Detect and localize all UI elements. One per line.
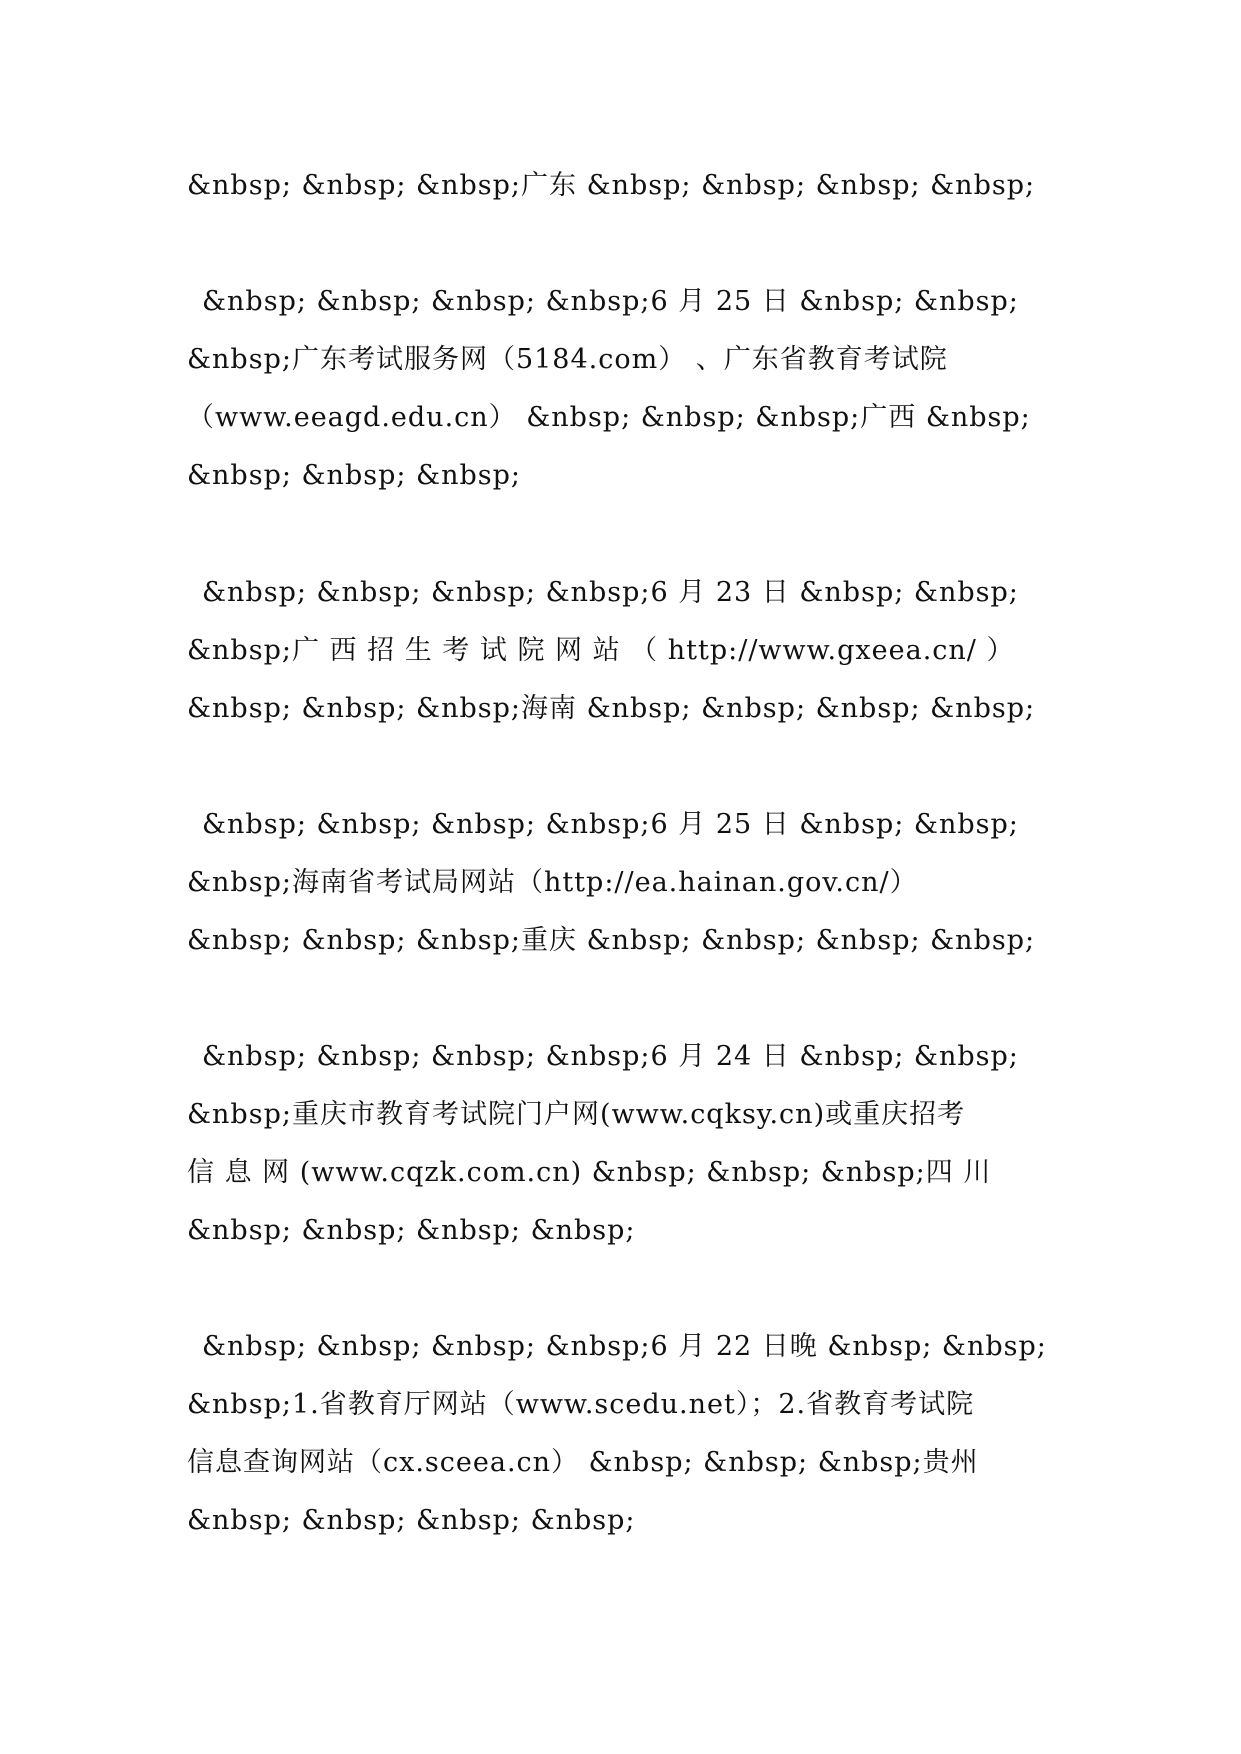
text-line: &nbsp;广东考试服务网（5184.com） 、广东省教育考试院 bbox=[187, 344, 948, 375]
text-line: &nbsp; &nbsp; &nbsp; &nbsp; bbox=[187, 1215, 636, 1246]
text-line: &nbsp;广 西 招 生 考 试 院 网 站 （ http://www.gxeea.cn/ ） bbox=[187, 635, 1015, 666]
text-line: &nbsp; &nbsp; &nbsp;广东 &nbsp; &nbsp; &nbsp; &nbsp; bbox=[187, 170, 1036, 201]
text-line: 信息查询网站（cx.sceea.cn） &nbsp; &nbsp; &nbsp;贵州 bbox=[187, 1447, 979, 1478]
text-line: &nbsp;海南省考试局网站（http://ea.hainan.gov.cn/） bbox=[187, 867, 918, 898]
text-line: &nbsp; &nbsp; &nbsp;重庆 &nbsp; &nbsp; &nbsp; &nbsp; bbox=[187, 925, 1036, 956]
text-line: &nbsp; &nbsp; &nbsp; &nbsp;6 月 23 日 &nbsp; &nbsp; bbox=[202, 577, 1019, 608]
text-line: &nbsp; &nbsp; &nbsp; &nbsp;6 月 24 日 &nbsp; &nbsp; bbox=[202, 1041, 1019, 1072]
text-line: 信 息 网 (www.cqzk.com.cn) &nbsp; &nbsp; &nbsp;四 川 bbox=[187, 1157, 992, 1188]
text-line: &nbsp; &nbsp; &nbsp; &nbsp; bbox=[187, 1505, 636, 1536]
text-line: （www.eeagd.edu.cn） &nbsp; &nbsp; &nbsp;广西 &nbsp; bbox=[187, 402, 1031, 433]
text-line: &nbsp; &nbsp; &nbsp; &nbsp;6 月 22 日晚 &nbsp; &nbsp; bbox=[202, 1331, 1047, 1362]
text-line: &nbsp; &nbsp; &nbsp; &nbsp;6 月 25 日 &nbsp; &nbsp; bbox=[202, 809, 1019, 840]
text-line: &nbsp;重庆市教育考试院门户网(www.cqksy.cn)或重庆招考 bbox=[187, 1099, 966, 1130]
text-line: &nbsp; &nbsp; &nbsp; &nbsp;6 月 25 日 &nbsp; &nbsp; bbox=[202, 286, 1019, 317]
text-line: &nbsp; &nbsp; &nbsp; bbox=[187, 460, 521, 491]
text-line: &nbsp; &nbsp; &nbsp;海南 &nbsp; &nbsp; &nbsp; &nbsp; bbox=[187, 693, 1036, 724]
text-line: &nbsp;1.省教育厅网站（www.scedu.net）；2.省教育考试院 bbox=[187, 1389, 975, 1420]
